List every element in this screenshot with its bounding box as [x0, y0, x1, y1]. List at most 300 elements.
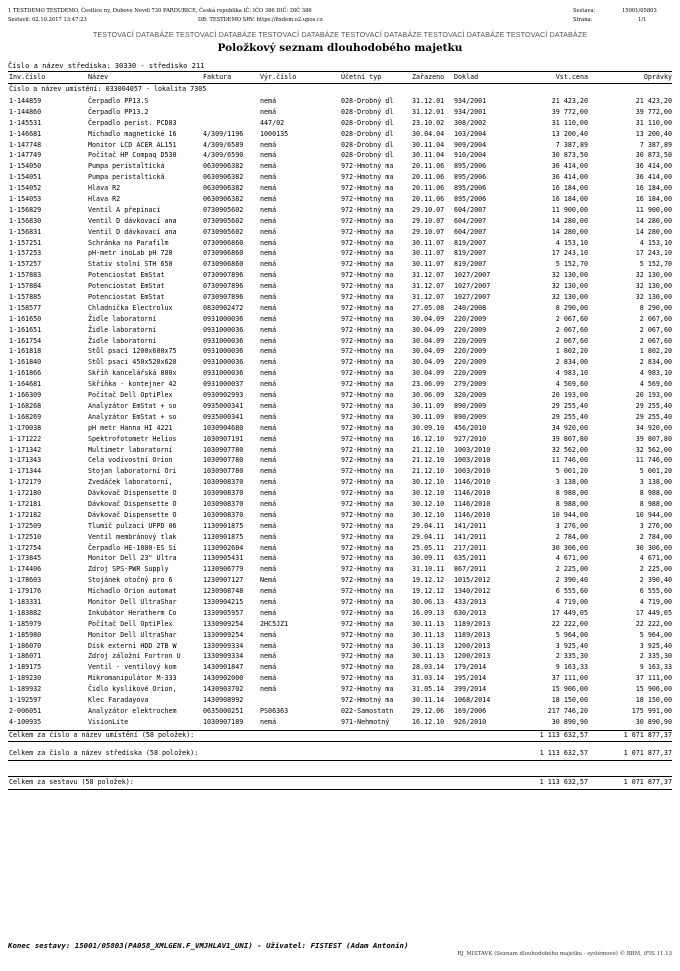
cell-inv-cislo: 1-147748	[9, 140, 42, 149]
cell-zarazeno: 21.12.10	[412, 445, 445, 454]
cell-opravky: 5 152,70	[639, 260, 672, 269]
cell-nazev: Dávkovač Dispensette O	[88, 489, 177, 498]
cell-inv-cislo: 1-154050	[9, 162, 42, 171]
cell-zarazeno: 29.10.07	[412, 216, 445, 225]
cell-inv-cislo: 1-145531	[9, 118, 42, 127]
cell-doklad: 1003/2010	[454, 456, 491, 465]
cell-inv-cislo: 1-161650	[9, 314, 42, 323]
company-line: 1 TESTDEMO TESTDEMO, Čestlice ny, Dubove Nevdi 730 PARDUBICE, Česká republika IČ: IČO 386 DIČ: DIČ 386	[8, 8, 312, 14]
cell-ucetni-typ: 972-Hmotný ma	[341, 652, 394, 661]
cell-vst-cena: 32 130,00	[551, 282, 588, 291]
cell-doklad: 1189/2013	[454, 619, 491, 628]
cell-nazev: Chladnička Electrolux	[88, 303, 173, 312]
cell-vyr-cislo: nemá	[260, 205, 277, 214]
cell-opravky: 3 925,40	[639, 641, 672, 650]
cell-opravky: 5 964,00	[639, 630, 672, 639]
cell-nazev: Ventil D dávkovací ana	[88, 216, 177, 225]
table-row	[8, 107, 672, 118]
table-row	[8, 270, 672, 281]
cell-vyr-cislo: nemá	[260, 423, 277, 432]
table-row	[8, 194, 672, 205]
table-row	[8, 706, 672, 717]
report-subheader	[8, 17, 672, 24]
cell-opravky: 175 991,00	[631, 706, 672, 715]
cell-doklad: 819/2007	[454, 260, 487, 269]
cell-ucetni-typ: 972-Hmotný ma	[341, 336, 394, 345]
cell-doklad: 1200/2013	[454, 641, 491, 650]
cell-faktura: 1030908370	[203, 478, 244, 487]
cell-inv-cislo: 1-157253	[9, 249, 42, 258]
cell-vst-cena: 37 111,00	[551, 674, 588, 683]
cell-zarazeno: 30.06.13	[412, 597, 445, 606]
cell-vyr-cislo: nemá	[260, 303, 277, 312]
cell-nazev: Hlava R2	[88, 184, 121, 193]
cell-opravky: 2 335,30	[639, 652, 672, 661]
cell-opravky: 2 067,60	[639, 325, 672, 334]
cell-faktura: 0730905602	[203, 227, 244, 236]
asset-table	[8, 96, 672, 728]
cell-vst-cena: 3 925,40	[555, 641, 588, 650]
cell-ucetni-typ: 972-Hmotný ma	[341, 478, 394, 487]
table-row	[8, 401, 672, 412]
cell-ucetni-typ: 972-Hmotný ma	[341, 489, 394, 498]
cell-ucetni-typ: 022-Samostatn	[341, 706, 394, 715]
cell-vst-cena: 20 193,00	[551, 391, 588, 400]
cell-opravky: 30 873,50	[635, 151, 672, 160]
cell-nazev: Monitor Dell UltraShar	[88, 597, 177, 606]
table-row	[8, 259, 672, 270]
cell-vst-cena: 16 184,00	[551, 184, 588, 193]
cell-nazev: Potenciostat EmStat	[88, 293, 165, 302]
cell-doklad: 220/2009	[454, 347, 487, 356]
cell-vyr-cislo: nemá	[260, 663, 277, 672]
col-zarazeno: Zařazeno	[412, 73, 445, 81]
cell-doklad: 604/2007	[454, 227, 487, 236]
cell-inv-cislo: 1-146681	[9, 129, 42, 138]
cell-faktura: 1130901875	[203, 521, 244, 530]
strana-label: Strana:	[573, 17, 593, 23]
cell-nazev: Zvedáček laboratorní,	[88, 478, 173, 487]
cell-opravky: 30 890,90	[635, 717, 672, 726]
cell-inv-cislo: 1-189932	[9, 685, 42, 694]
cell-opravky: 2 390,40	[639, 576, 672, 585]
cell-ucetni-typ: 972-Hmotný ma	[341, 674, 394, 683]
cell-vst-cena: 4 569,60	[555, 380, 588, 389]
cell-vst-cena: 4 671,00	[555, 554, 588, 563]
cell-doklad: 890/2009	[454, 401, 487, 410]
cell-vyr-cislo: nemá	[260, 499, 277, 508]
cell-inv-cislo: 1-171222	[9, 434, 42, 443]
cell-faktura: 1330905957	[203, 608, 244, 617]
cell-faktura: 1330909334	[203, 652, 244, 661]
cell-vst-cena: 5 001,20	[555, 467, 588, 476]
cell-vyr-cislo: nemá	[260, 434, 277, 443]
cell-doklad: 927/2010	[454, 434, 487, 443]
cell-faktura: 0931000036	[203, 336, 244, 345]
cell-vyr-cislo: PS06363	[260, 706, 289, 715]
cell-vyr-cislo: nemá	[260, 216, 277, 225]
table-row	[8, 314, 672, 325]
cell-zarazeno: 31.12.07	[412, 271, 445, 280]
cell-opravky: 8 988,00	[639, 499, 672, 508]
cell-vyr-cislo: nemá	[260, 107, 277, 116]
cell-vst-cena: 2 067,60	[555, 314, 588, 323]
cell-ucetni-typ: 972-Hmotný ma	[341, 314, 394, 323]
table-row	[8, 205, 672, 216]
cell-faktura: 0730905602	[203, 205, 244, 214]
stredisko-heading: Číslo a název střediska: 30330 - středisko 211	[8, 61, 205, 70]
cell-faktura: 1330909334	[203, 641, 244, 650]
cell-vyr-cislo: nemá	[260, 565, 277, 574]
cell-faktura: 1130901875	[203, 532, 244, 541]
cell-opravky: 36 414,00	[635, 173, 672, 182]
cell-faktura: 4/309/6589	[203, 140, 244, 149]
cell-ucetni-typ: 972-Hmotný ma	[341, 282, 394, 291]
cell-doklad: 1068/2014	[454, 695, 491, 704]
cell-zarazeno: 30.09.11	[412, 554, 445, 563]
cell-zarazeno: 29.04.11	[412, 532, 445, 541]
cell-vst-cena: 18 150,00	[551, 695, 588, 704]
sum-location-opr: 1 071 877,37	[623, 731, 672, 739]
cell-doklad: 1027/2007	[454, 282, 491, 291]
cell-zarazeno: 20.11.06	[412, 184, 445, 193]
cell-ucetni-typ: 972-Hmotný ma	[341, 565, 394, 574]
cell-inv-cislo: 1-144860	[9, 107, 42, 116]
cell-nazev: Schránka na Parafilm	[88, 238, 169, 247]
cell-vst-cena: 32 130,00	[551, 293, 588, 302]
cell-vst-cena: 29 255,40	[551, 401, 588, 410]
db-line: DB: TESTDEMO SRV: https://fixdem.o2.upos.cz	[198, 17, 323, 23]
cell-faktura: 0931000036	[203, 369, 244, 378]
cell-vst-cena: 2 225,00	[555, 565, 588, 574]
cell-vyr-cislo: nemá	[260, 380, 277, 389]
cell-ucetni-typ: 972-Hmotný ma	[341, 695, 394, 704]
table-row	[8, 695, 672, 706]
cell-inv-cislo: 1-154051	[9, 173, 42, 182]
cell-vyr-cislo: nemá	[260, 140, 277, 149]
cell-nazev: Míchadlo Orion automat	[88, 587, 177, 596]
cell-vyr-cislo: nemá	[260, 685, 277, 694]
cell-nazev: Mikromanipulátor M-333	[88, 674, 177, 683]
cell-nazev: Potenciostat EmStat	[88, 271, 165, 280]
cell-doklad: 1146/2010	[454, 478, 491, 487]
cell-inv-cislo: 1-186071	[9, 652, 42, 661]
cell-vst-cena: 2 335,30	[555, 652, 588, 661]
table-row	[8, 161, 672, 172]
cell-vst-cena: 39 807,80	[551, 434, 588, 443]
cell-faktura: 0630906382	[203, 173, 244, 182]
cell-vst-cena: 17 243,10	[551, 249, 588, 258]
cell-opravky: 16 184,00	[635, 184, 672, 193]
cell-zarazeno: 31.10.11	[412, 565, 445, 574]
table-row	[8, 586, 672, 597]
cell-vst-cena: 16 184,00	[551, 195, 588, 204]
cell-opravky: 39 772,00	[635, 107, 672, 116]
cell-opravky: 10 944,00	[635, 510, 672, 519]
cell-faktura: 0935000341	[203, 401, 244, 410]
cell-nazev: Ventil - ventilový kom	[88, 663, 177, 672]
cell-opravky: 14 280,00	[635, 227, 672, 236]
cell-nazev: Dávkovač Dispensette O	[88, 499, 177, 508]
table-row	[8, 412, 672, 423]
report-end-line: Konec sestavy: 15001/05803(PA058_XMLGEN.F_VMJHLAV1_UNI) - Uživatel: FISTEST (Adam Antonín)	[8, 941, 409, 950]
cell-doklad: 1003/2010	[454, 467, 491, 476]
cell-doklad: 895/2006	[454, 195, 487, 204]
cell-nazev: Míchadlo magnetické 16	[88, 129, 177, 138]
table-row	[8, 336, 672, 347]
table-row	[8, 543, 672, 554]
test-database-watermark: TESTOVACÍ DATABÁZE TESTOVACÍ DATABÁZE TESTOVACÍ DATABÁZE TESTOVACÍ DATABÁZE TESTOVACÍ DATABÁZE TESTOVACÍ DATABÁZE	[92, 30, 588, 39]
cell-ucetni-typ: 972-Hmotný ma	[341, 608, 394, 617]
cell-zarazeno: 16.12.10	[412, 717, 445, 726]
table-row	[8, 466, 672, 477]
col-vst-cena: Vst.cena	[555, 73, 588, 81]
cell-doklad: 1200/2013	[454, 652, 491, 661]
cell-ucetni-typ: 972-Hmotný ma	[341, 467, 394, 476]
sum-stredisko-opr: 1 071 877,37	[623, 749, 672, 757]
cell-faktura: 0730907896	[203, 271, 244, 280]
cell-inv-cislo: 1-156831	[9, 227, 42, 236]
cell-nazev: Monitor LCD ACER AL151	[88, 140, 177, 149]
cell-nazev: Inkubátor Heratherm Co	[88, 608, 177, 617]
cell-doklad: 867/2011	[454, 565, 487, 574]
cell-zarazeno: 29.10.07	[412, 205, 445, 214]
cell-ucetni-typ: 028-Drobný dl	[341, 129, 394, 138]
divider	[8, 760, 672, 761]
cell-vst-cena: 3 276,00	[555, 521, 588, 530]
cell-zarazeno: 31.05.14	[412, 685, 445, 694]
cell-zarazeno: 16.12.10	[412, 434, 445, 443]
cell-inv-cislo: 1-174406	[9, 565, 42, 574]
cell-zarazeno: 31.12.01	[412, 97, 445, 105]
cell-zarazeno: 30.09.10	[412, 423, 445, 432]
cell-zarazeno: 23.10.02	[412, 118, 445, 127]
cell-zarazeno: 19.12.12	[412, 576, 445, 585]
cell-doklad: 220/2009	[454, 369, 487, 378]
cell-inv-cislo: 1-161866	[9, 369, 42, 378]
table-row	[8, 445, 672, 456]
cell-opravky: 18 150,00	[635, 695, 672, 704]
cell-zarazeno: 28.03.14	[412, 663, 445, 672]
cell-doklad: 1027/2007	[454, 293, 491, 302]
cell-vyr-cislo: nemá	[260, 336, 277, 345]
cell-inv-cislo: 4-100935	[9, 717, 42, 726]
table-row	[8, 281, 672, 292]
cell-opravky: 29 255,40	[635, 412, 672, 421]
cell-zarazeno: 30.12.10	[412, 478, 445, 487]
cell-ucetni-typ: 972-Hmotný ma	[341, 162, 394, 171]
cell-faktura: 4/309/1196	[203, 129, 244, 138]
cell-ucetni-typ: 972-Hmotný ma	[341, 293, 394, 302]
table-row	[8, 183, 672, 194]
table-row	[8, 292, 672, 303]
cell-doklad: 819/2007	[454, 249, 487, 258]
sum-location-label: Celkem za číslo a název umístění (58 položek):	[9, 731, 195, 739]
report-title: Položkový seznam dlouhodobého majetku	[217, 42, 463, 54]
cell-faktura: 0931000037	[203, 380, 244, 389]
cell-nazev: Čerpadlo PP13.S	[88, 97, 149, 105]
table-row	[8, 532, 672, 543]
cell-opravky: 32 562,00	[635, 445, 672, 454]
cell-doklad: 279/2009	[454, 380, 487, 389]
report-header	[8, 8, 672, 15]
cell-ucetni-typ: 028-Drobný dl	[341, 151, 394, 160]
cell-ucetni-typ: 972-Hmotný ma	[341, 216, 394, 225]
cell-ucetni-typ: 972-Hmotný ma	[341, 369, 394, 378]
cell-zarazeno: 29.12.06	[412, 706, 445, 715]
cell-nazev: Židle laboratorní	[88, 336, 157, 345]
cell-doklad: 399/2014	[454, 685, 487, 694]
cell-inv-cislo: 1-147749	[9, 151, 42, 160]
cell-vyr-cislo: nemá	[260, 271, 277, 280]
cell-vyr-cislo: nemá	[260, 543, 277, 552]
table-row	[8, 684, 672, 695]
cell-nazev: Hlava R2	[88, 195, 121, 204]
cell-doklad: 934/2001	[454, 97, 487, 105]
table-row	[8, 630, 672, 641]
cell-zarazeno: 30.04.09	[412, 347, 445, 356]
table-row	[8, 553, 672, 564]
cell-nazev: Počítač Dell OptiPlex	[88, 619, 173, 628]
table-row	[8, 96, 672, 107]
col-vyr-cislo: Výr.číslo	[260, 73, 297, 81]
cell-nazev: Cela vodivostní Orion	[88, 456, 173, 465]
cell-opravky: 32 130,00	[635, 282, 672, 291]
cell-inv-cislo: 1-185980	[9, 630, 42, 639]
cell-zarazeno: 20.11.06	[412, 162, 445, 171]
cell-nazev: Čerpadlo HE-1000-ES Sí	[88, 543, 177, 552]
cell-vyr-cislo: nemá	[260, 412, 277, 421]
cell-inv-cislo: 1-157884	[9, 282, 42, 291]
cell-vst-cena: 2 067,60	[555, 325, 588, 334]
cell-faktura: 0931000036	[203, 358, 244, 367]
created-line: Sestavil: 02.10.2017 13:47:23	[8, 17, 87, 23]
cell-doklad: 195/2014	[454, 674, 487, 683]
cell-zarazeno: 30.04.09	[412, 336, 445, 345]
cell-vst-cena: 17 449,05	[551, 608, 588, 617]
cell-opravky: 2 067,60	[639, 314, 672, 323]
divider	[8, 789, 672, 790]
cell-vst-cena: 5 964,00	[555, 630, 588, 639]
cell-vyr-cislo: nemá	[260, 184, 277, 193]
cell-vyr-cislo: nemá	[260, 554, 277, 563]
cell-vyr-cislo: nemá	[260, 521, 277, 530]
cell-inv-cislo: 1-161818	[9, 347, 42, 356]
cell-ucetni-typ: 972-Hmotný ma	[341, 184, 394, 193]
table-row	[8, 227, 672, 238]
cell-vyr-cislo: nemá	[260, 467, 277, 476]
cell-doklad: 895/2006	[454, 162, 487, 171]
cell-faktura: 1230907127	[203, 576, 244, 585]
cell-zarazeno: 29.10.07	[412, 227, 445, 236]
cell-nazev: Stojan laboratorní Ori	[88, 467, 177, 476]
cell-ucetni-typ: 972-Hmotný ma	[341, 521, 394, 530]
cell-vst-cena: 4 719,00	[555, 597, 588, 606]
table-row	[8, 423, 672, 434]
cell-vst-cena: 13 200,40	[551, 129, 588, 138]
cell-doklad: 141/2011	[454, 532, 487, 541]
cell-inv-cislo: 1-172509	[9, 521, 42, 530]
cell-faktura: 0930902993	[203, 391, 244, 400]
cell-zarazeno: 30.11.04	[412, 151, 445, 160]
table-row	[8, 651, 672, 662]
cell-vst-cena: 30 873,50	[551, 151, 588, 160]
cell-nazev: Pumpa peristaltická	[88, 173, 165, 182]
cell-inv-cislo: 1-164681	[9, 380, 42, 389]
cell-vyr-cislo: nemá	[260, 162, 277, 171]
cell-inv-cislo: 1-161840	[9, 358, 42, 367]
cell-inv-cislo: 1-156829	[9, 205, 42, 214]
cell-opravky: 32 130,00	[635, 271, 672, 280]
cell-faktura: 1330909254	[203, 619, 244, 628]
cell-opravky: 7 387,89	[639, 140, 672, 149]
table-row	[8, 325, 672, 336]
cell-ucetni-typ: 972-Hmotný ma	[341, 499, 394, 508]
cell-nazev: pH metr Hanna HI 4221	[88, 423, 173, 432]
cell-doklad: 141/2011	[454, 521, 487, 530]
cell-faktura: 1130906779	[203, 565, 244, 574]
cell-ucetni-typ: 972-Hmotný ma	[341, 554, 394, 563]
cell-ucetni-typ: 972-Hmotný ma	[341, 532, 394, 541]
cell-vst-cena: 2 390,40	[555, 576, 588, 585]
table-row	[8, 390, 672, 401]
cell-zarazeno: 29.04.11	[412, 521, 445, 530]
cell-ucetni-typ: 972-Hmotný ma	[341, 423, 394, 432]
sestava-value: 15001/05803	[622, 8, 657, 14]
cell-ucetni-typ: 972-Hmotný ma	[341, 456, 394, 465]
cell-zarazeno: 31.03.14	[412, 674, 445, 683]
cell-ucetni-typ: 972-Hmotný ma	[341, 510, 394, 519]
cell-vyr-cislo: nemá	[260, 717, 277, 726]
table-row	[8, 455, 672, 466]
table-row	[8, 129, 672, 140]
sum-stredisko-row	[8, 748, 672, 759]
cell-ucetni-typ: 972-Hmotný ma	[341, 543, 394, 552]
cell-vst-cena: 36 414,00	[551, 173, 588, 182]
cell-doklad: 217/2011	[454, 543, 487, 552]
cell-opravky: 39 807,80	[635, 434, 672, 443]
cell-opravky: 4 671,00	[639, 554, 672, 563]
cell-inv-cislo: 1-168268	[9, 401, 42, 410]
cell-opravky: 8 988,00	[639, 489, 672, 498]
cell-ucetni-typ: 972-Hmotný ma	[341, 358, 394, 367]
cell-ucetni-typ: 972-Hmotný ma	[341, 576, 394, 585]
cell-opravky: 17 243,10	[635, 249, 672, 258]
cell-ucetni-typ: 972-Hmotný ma	[341, 303, 394, 312]
program-line: RJ_MISTAVK (Seznam dlouhodobého majetku - systémové) © BBM, iFIS 11.13	[457, 951, 672, 957]
col-inv-cislo: Inv.číslo	[9, 73, 46, 81]
cell-ucetni-typ: 972-Hmotný ma	[341, 249, 394, 258]
cell-vyr-cislo: nemá	[260, 608, 277, 617]
cell-faktura: 1430902000	[203, 674, 244, 683]
cell-inv-cislo: 1-168269	[9, 412, 42, 421]
cell-opravky: 37 111,00	[635, 674, 672, 683]
cell-inv-cislo: 1-178603	[9, 576, 42, 585]
cell-opravky: 22 222,00	[635, 619, 672, 628]
cell-vyr-cislo: Nemá	[260, 576, 277, 585]
cell-inv-cislo: 1-157883	[9, 271, 42, 280]
cell-opravky: 15 906,00	[635, 685, 672, 694]
cell-opravky: 4 569,60	[639, 380, 672, 389]
cell-faktura: 0830902472	[203, 303, 244, 312]
cell-faktura: 1130902604	[203, 543, 244, 552]
cell-ucetni-typ: 972-Hmotný ma	[341, 663, 394, 672]
cell-faktura: 0630906382	[203, 162, 244, 171]
cell-faktura: 0630906382	[203, 195, 244, 204]
sum-total-opr: 1 071 877,37	[623, 778, 672, 786]
cell-vst-cena: 11 746,00	[551, 456, 588, 465]
cell-nazev: VisionLite	[88, 717, 129, 726]
